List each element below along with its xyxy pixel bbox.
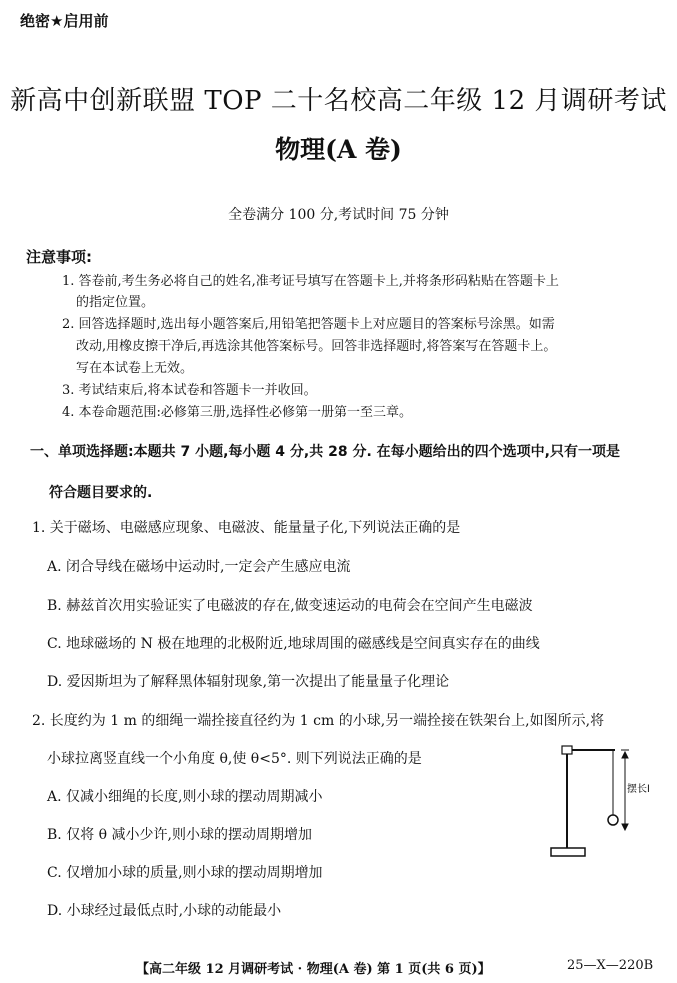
question-2-option-a: A. 仅减小细绳的长度,则小球的摆动周期减小 — [47, 789, 323, 805]
question-1-option-c: C. 地球磁场的 N 极在地理的北极附近,地球周围的磁感线是空间真实存在的曲线 — [47, 636, 540, 652]
note-line-2-cont: 改动,用橡皮擦干净后,再选涂其他答案标号。回答非选择题时,将答案写在答题卡上。 — [76, 339, 557, 354]
note-line-4: 4. 本卷命题范围:必修第三册,选择性必修第一册第一至三章。 — [62, 405, 413, 420]
question-1-option-b: B. 赫兹首次用实验证实了电磁波的存在,做变速运动的电荷会在空间产生电磁波 — [47, 598, 533, 614]
question-2-stem: 2. 长度约为 1 m 的细绳一端拴接直径约为 1 cm 的小球,另一端拴接在铁架台上,如图所示,将 — [32, 713, 605, 729]
note-line-1-cont: 的指定位置。 — [76, 295, 155, 310]
notes-heading: 注意事项: — [26, 248, 92, 266]
pendulum-figure — [545, 740, 657, 862]
iron-stand-icon — [551, 746, 615, 856]
exam-title: 新高中创新联盟 TOP 二十名校高二年级 12 月调研考试 — [10, 86, 667, 116]
section-heading-cont: 符合题目要求的. — [49, 485, 153, 501]
section-heading: 一、单项选择题:本题共 7 小题,每小题 4 分,共 28 分. 在每小题给出的四个选项中,只有一项是 — [30, 444, 620, 460]
note-line-1: 1. 答卷前,考生务必将自己的姓名,准考证号填写在答题卡上,并将条形码粘贴在答题卡上 — [62, 274, 559, 289]
pendulum-ball-icon — [608, 815, 618, 825]
question-1-option-a: A. 闭合导线在磁场中运动时,一定会产生感应电流 — [47, 559, 351, 575]
question-2-option-c: C. 仅增加小球的质量,则小球的摆动周期增加 — [47, 865, 323, 881]
confidential-label: 绝密★启用前 — [20, 12, 109, 30]
note-line-2-cont2: 写在本试卷上无效。 — [76, 361, 194, 376]
exam-subtitle: 物理(A 卷) — [275, 135, 402, 164]
question-2-option-d: D. 小球经过最低点时,小球的动能最小 — [47, 903, 282, 919]
pendulum-length-label: 摆长l — [627, 784, 650, 795]
question-2-option-b: B. 仅将 θ 减小少许,则小球的摆动周期增加 — [47, 827, 312, 843]
question-1-stem: 1. 关于磁场、电磁感应现象、电磁波、能量量子化,下列说法正确的是 — [32, 520, 461, 536]
question-1-option-d: D. 爱因斯坦为了解释黑体辐射现象,第一次提出了能量量子化理论 — [47, 674, 450, 690]
exam-info: 全卷满分 100 分,考试时间 75 分钟 — [228, 207, 449, 223]
note-line-2: 2. 回答选择题时,选出每小题答案后,用铅笔把答题卡上对应题目的答案标号涂黑。如需 — [62, 317, 555, 332]
note-line-3: 3. 考试结束后,将本试卷和答题卡一并收回。 — [62, 383, 317, 398]
footer-code: 25—X—220B — [567, 958, 654, 973]
question-2-stem-cont: 小球拉离竖直线一个小角度 θ,使 θ<5°. 则下列说法正确的是 — [47, 751, 422, 767]
footer-page-info: 【高二年级 12 月调研考试 · 物理(A 卷) 第 1 页(共 6 页)】 — [136, 962, 491, 977]
